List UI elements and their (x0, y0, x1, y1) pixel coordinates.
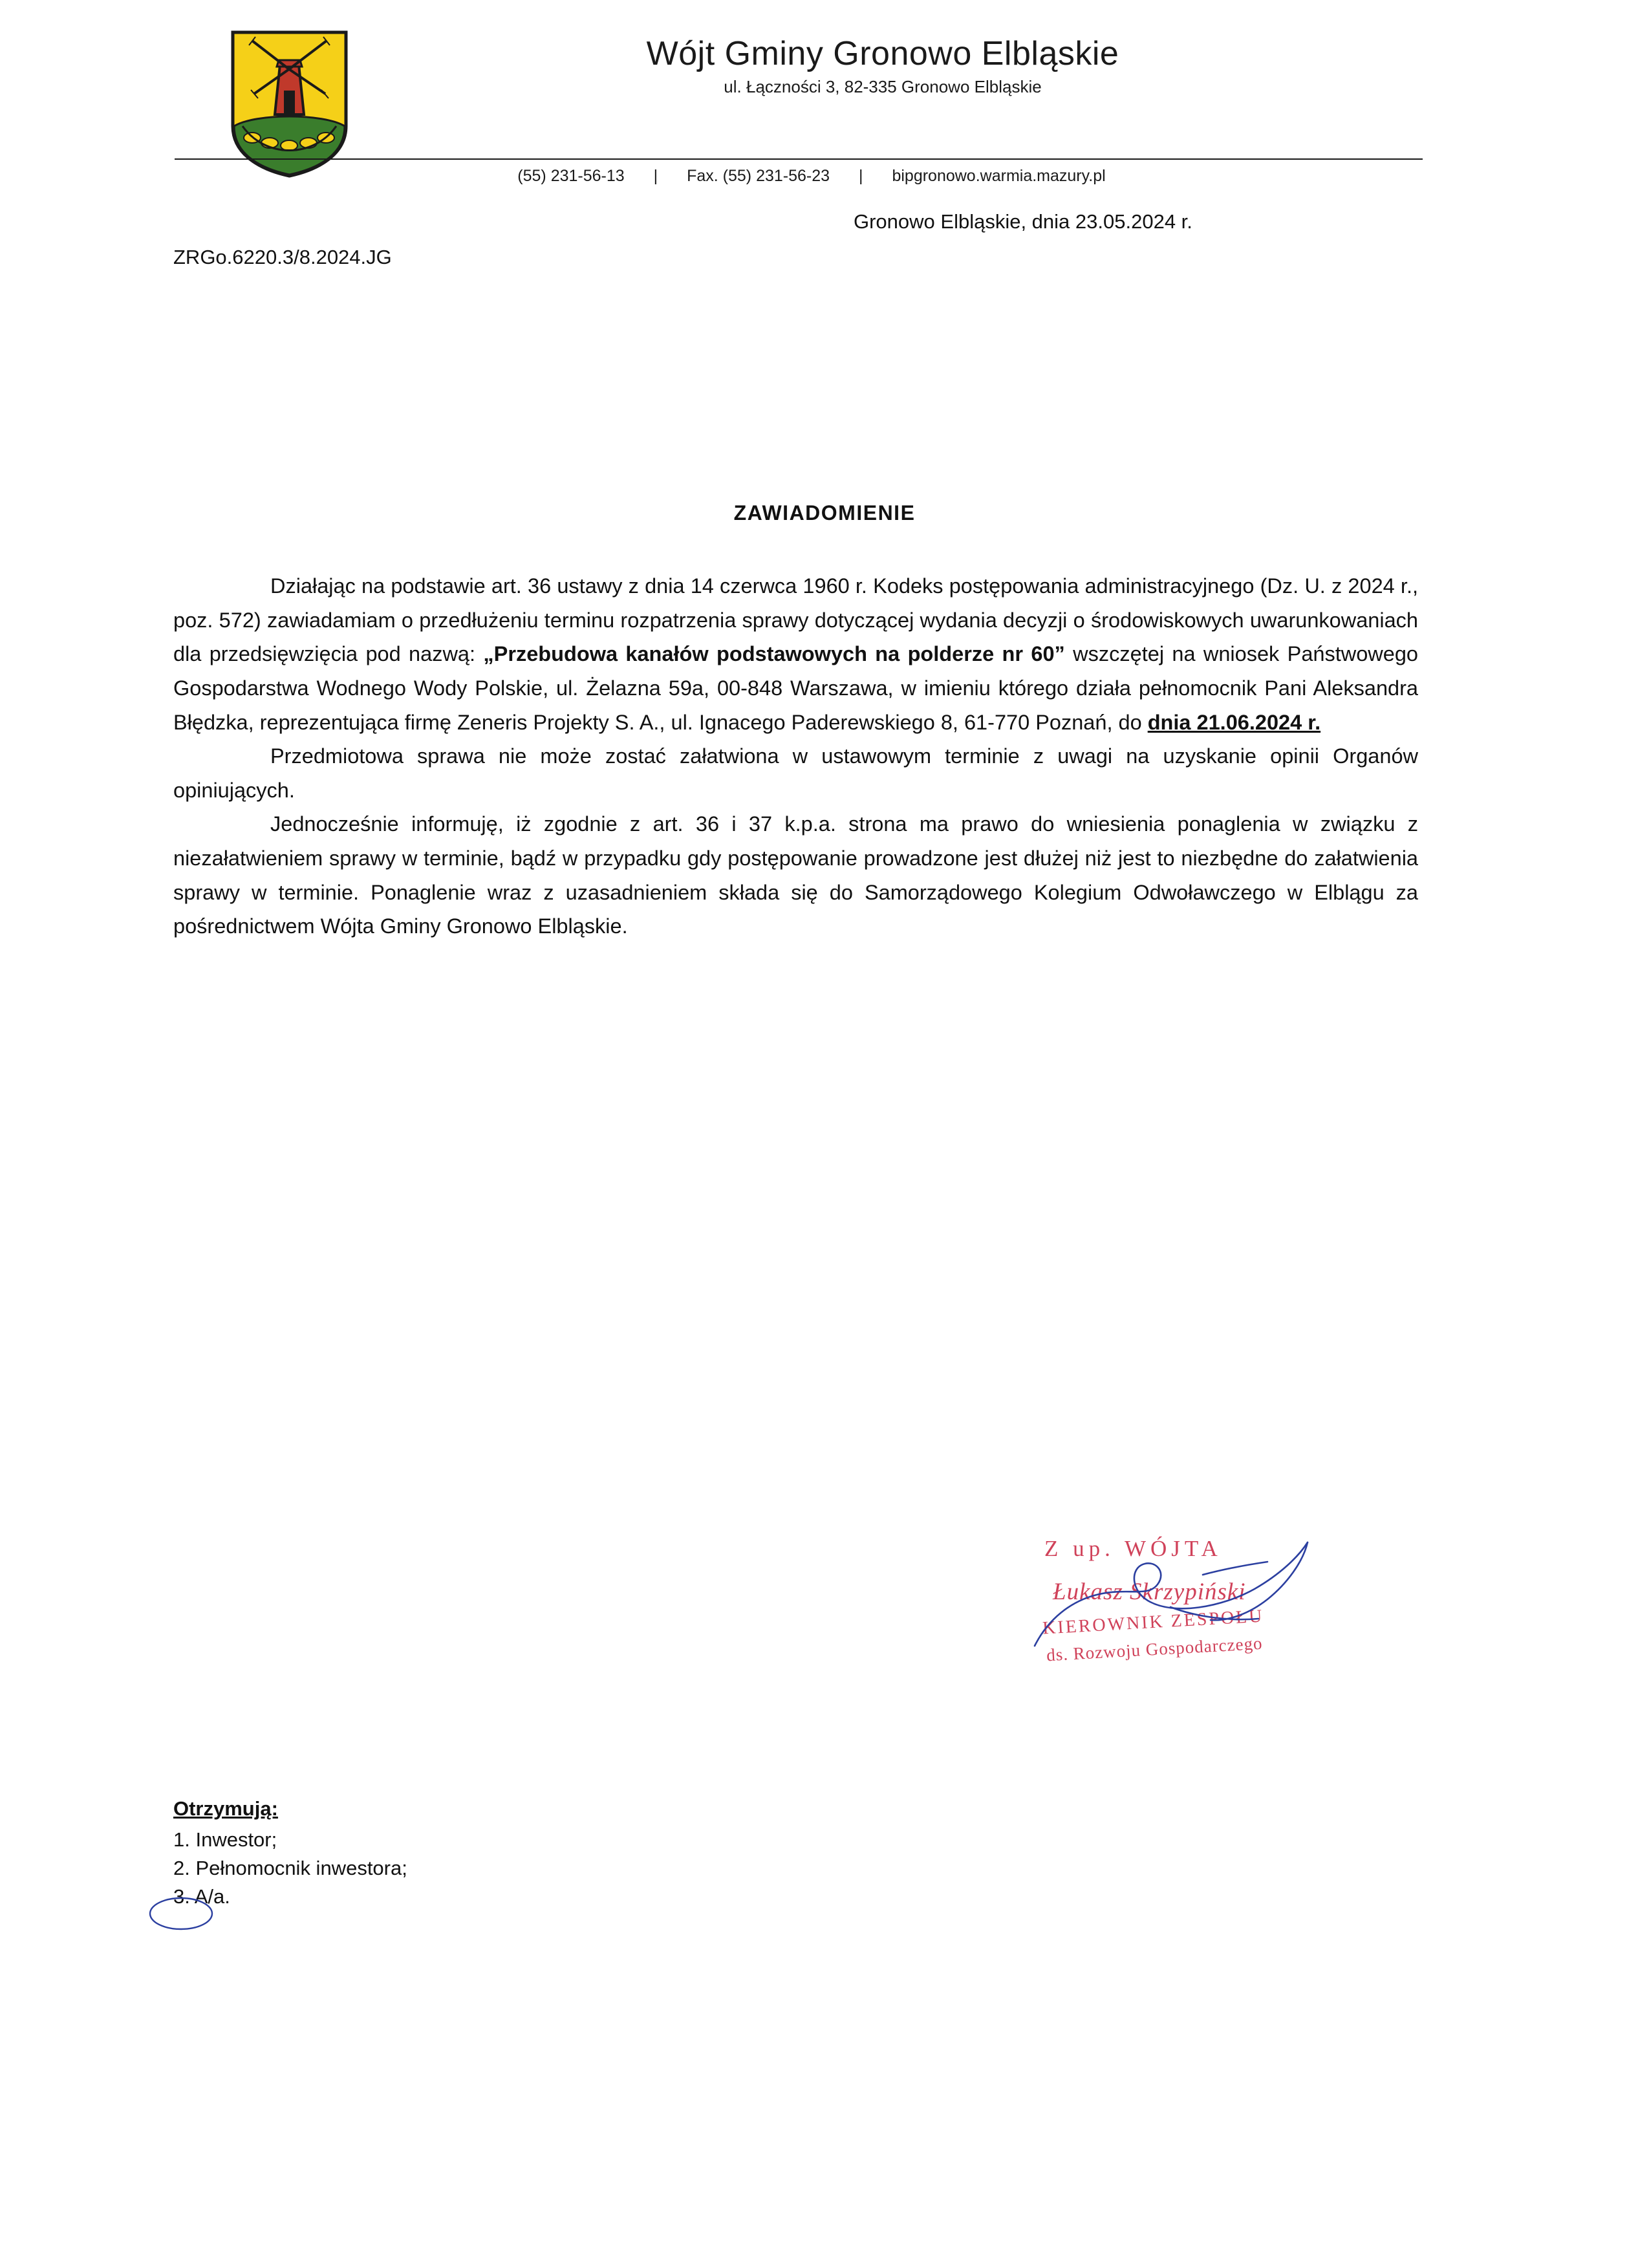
letterhead (175, 26, 1461, 194)
recipients-block (173, 1795, 407, 1911)
place-and-date: Gronowo Elbląskie, dnia 23.05.2024 r. (854, 210, 1192, 233)
document-title: ZAWIADOMIENIE (733, 501, 916, 524)
contact-row (200, 167, 1423, 186)
signature-block (1028, 1517, 1429, 1717)
deadline-date: dnia 21.06.2024 r. (1147, 710, 1321, 734)
signature-prefix: Z up. WÓJTA (1044, 1536, 1222, 1561)
reference-number: ZRGo.6220.3/8.2024.JG (173, 246, 392, 268)
recipients-title: Otrzymują: (173, 1797, 278, 1820)
header-titles (343, 36, 1423, 97)
handwritten-signature-icon (1009, 1529, 1384, 1672)
fax-number: Fax. (55) 231-56-23 (687, 167, 830, 185)
paragraph-3: Jednocześnie informuję, iż zgodnie z art. 36 i 37 k.p.a. strona ma prawo do wniesienia ponaglenia w związku z niezałatwieniem sprawy w terminie, bądź w przypadku gdy postępowanie prowadzone jest dłużej niż jest to niezbędne do załatwienia sprawy w terminie. Ponaglenie wraz z uzasadnieniem składa się do Samorządowego Kolegium Odwoławczego w Elblągu za pośrednictwem Wójta Gminy Gronowo Elbląskie. (173, 812, 1418, 938)
signature-role-line-1: KIEROWNIK ZESPOŁU (1042, 1606, 1265, 1639)
coat-of-arms-icon (230, 29, 349, 178)
paragraph-1-text-a: Działając na podstawie art. 36 ustawy z dnia 14 czerwca 1960 r. Kodeks postępowania administracyjnego (Dz. U. z 2024 r., poz. 572) zawiadamiam o przedłużeniu terminu rozpatrzenia sprawy dotyczącej wydania decyzji o środowiskowych uwarunkowaniach dla przedsięwzięcia pod nazwą: (173, 574, 1418, 666)
project-name: „Przebudowa kanałów podstawowych na polderze nr 60” (483, 642, 1065, 666)
signature-name: Łukasz Skrzypiński (1053, 1579, 1246, 1605)
recipients-list (173, 1826, 407, 1911)
website-address: bipgronowo.warmia.mazury.pl (892, 167, 1106, 185)
list-item: 1. Inwestor; (173, 1828, 277, 1852)
paragraph-2: Przedmiotowa sprawa nie może zostać załatwiona w ustawowym terminie z uwagi na uzyskanie opinii Organów opiniujących. (173, 744, 1418, 802)
office-name: Wójt Gminy Gronowo Elbląskie (646, 35, 1119, 72)
header-divider (175, 158, 1423, 160)
document-body (173, 569, 1418, 944)
contact-separator-1: | (653, 167, 658, 185)
contact-separator-2: | (859, 167, 863, 185)
list-item: 2. Pełnomocnik inwestora; (173, 1857, 407, 1880)
phone-number: (55) 231-56-13 (517, 167, 625, 185)
list-item: 3. A/a. (173, 1885, 230, 1908)
paragraph-1 (173, 569, 1418, 739)
paragraph-1-text-b: wszczętej na wniosek Państwowego Gospodarstwa Wodnego Wody Polskie, ul. Żelazna 59a, 00-848 Warszawa, w imieniu którego działa pełnomocnik Pani Aleksandra Błędzka, reprezentująca firmę Zeneris Projekty S. A., ul. Ignacego Paderewskiego 8, 61-770 Poznań, do (173, 642, 1419, 734)
signature-role-line-2: ds. Rozwoju Gospodarczego (1046, 1633, 1264, 1665)
office-address: ul. Łączności 3, 82-335 Gronowo Elbląskie (724, 77, 1042, 97)
